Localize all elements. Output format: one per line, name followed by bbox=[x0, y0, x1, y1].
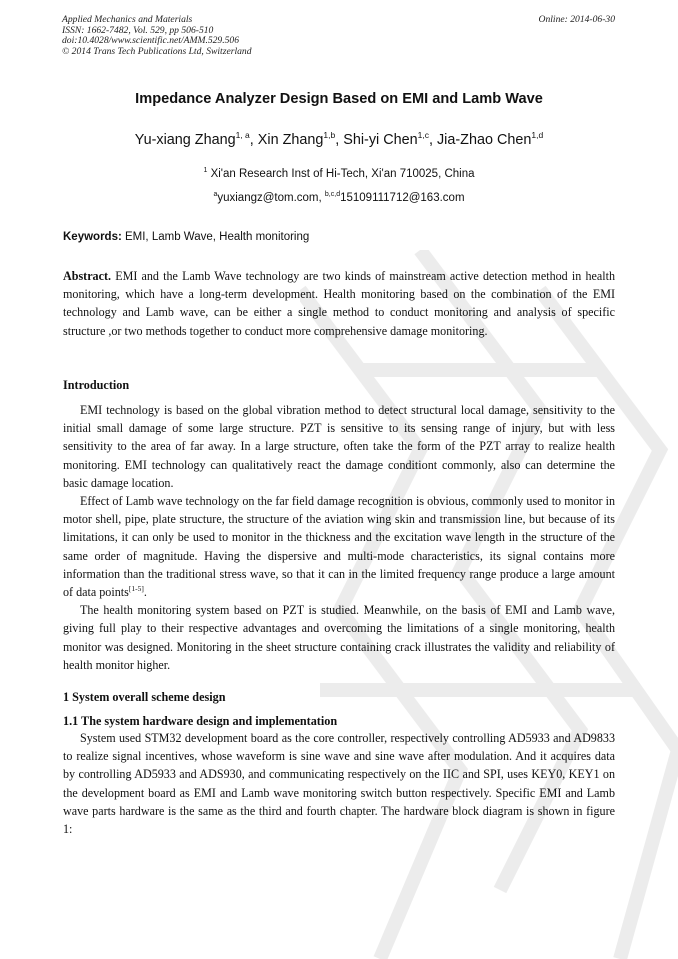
subsection-heading-hardware: 1.1 The system hardware design and implementation bbox=[63, 714, 338, 728]
paragraph: EMI technology is based on the global vibration method to detect structural local damage, sensitivity to the initial small damage of some large structure. PZT is sensitive to its sensing range of injury, but with less sensitivity to the area of far away. In a large structure, often take the form of the PZT array to realize health monitoring. EMI technology can qualitatively react the damage conditiont commonly, also can determine the basic damage location. bbox=[63, 403, 615, 490]
author-affiliation-mark: 1,c bbox=[417, 130, 429, 140]
journal-name: Applied Mechanics and Materials bbox=[62, 14, 193, 25]
journal-header bbox=[62, 15, 252, 57]
paragraph: The health monitoring system based on PZT is studied. Meanwhile, on the basis of EMI and Lamb wave, giving full play to their respective advantages and overcoming the limitations of a single monitoring, health monitor was designed. Monitoring in the sheet structure containing crack illustrates the validity and reliability of health monitor higher. bbox=[63, 603, 615, 672]
paragraph: System used STM32 development board as the core controller, respectively controlling AD5933 and AD9833 to realize signal incentives, whose waveform is sine wave and sine wave after modulation. And it acquires data by controlling AD5933 and ADS930, and communicating respectively on the IIC and SPI, uses KEY0, KEY1 on the development board as EMI and Lamb wave monitoring switch button respectively. Specific EMI and Lamb wave parts hardware is the same as the third and fourth chapter. The hardware block diagram is shown in figure 1: bbox=[63, 731, 615, 837]
email-mark: a bbox=[213, 191, 218, 198]
author-separator: , bbox=[249, 132, 258, 148]
affiliation-mark: 1 bbox=[203, 167, 208, 174]
email-link[interactable]: yuxiangz@tom.com, bbox=[217, 192, 325, 204]
author-affiliation-mark: 1, a bbox=[235, 130, 250, 140]
author-separator: , bbox=[428, 132, 437, 148]
author-affiliation-mark: 1,d bbox=[531, 130, 544, 140]
author-list bbox=[0, 130, 678, 148]
author-emails bbox=[0, 191, 678, 204]
author-affiliation-mark: 1,b bbox=[323, 130, 336, 140]
online-date: Online: 2014-06-30 bbox=[538, 14, 615, 25]
keywords-text: EMI, Lamb Wave, Health monitoring bbox=[121, 231, 310, 243]
copyright-line: © 2014 Trans Tech Publications Ltd, Switzerland bbox=[62, 45, 252, 57]
author-name: Shi-yi Chen bbox=[343, 132, 418, 148]
author-name: Jia-Zhao Chen bbox=[436, 132, 532, 148]
abstract-label: Abstract. bbox=[63, 269, 112, 283]
abstract-text: EMI and the Lamb Wave technology are two kinds of mainstream active detection method in health monitoring, which have a long-term development. Health monitoring based on the combination of the EMI technology and Lamb wave, can be either a single method to conduct monitoring and analysis of specific structure ,or two methods together to conduct more comprehensive damage monitoring. bbox=[63, 269, 615, 338]
affiliation-text: Xi'an Research Inst of Hi-Tech, Xi'an 710025, China bbox=[210, 168, 475, 180]
author-separator: , bbox=[335, 132, 344, 148]
paragraph-text: Effect of Lamb wave technology on the far field damage recognition is obvious, commonly used to monitor in motor shell, pipe, plate structure, the structure of the aviation wing skin and transmission line, but because of its limitations, it can only be used to monitor in the thickness and the excitation wave length in the structure of the same order of magnitude. Having the dispersive and multi-mode characteristics, its signal contains more information than the traditional stress wave, so that it can in the limited frequency range produce a large amount of data points bbox=[63, 494, 615, 600]
email-mark: b,c,d bbox=[324, 191, 341, 198]
introduction-body bbox=[63, 401, 615, 674]
paragraph bbox=[63, 492, 615, 601]
author-name: Xin Zhang bbox=[257, 132, 324, 148]
email-link[interactable]: 15109111712@163.com bbox=[340, 192, 465, 204]
section-heading-system-design: 1 System overall scheme design bbox=[63, 690, 226, 704]
abstract bbox=[63, 267, 615, 340]
section-heading-introduction: Introduction bbox=[63, 378, 130, 392]
keywords bbox=[63, 231, 309, 243]
affiliation bbox=[0, 167, 678, 180]
citation: [1-5] bbox=[128, 584, 144, 594]
author-name: Yu-xiang Zhang bbox=[134, 132, 236, 148]
paragraph-end: . bbox=[143, 585, 147, 600]
section1-body bbox=[63, 729, 615, 838]
keywords-label: Keywords: bbox=[63, 231, 122, 243]
doi-line: doi:10.4028/www.scientific.net/AMM.529.506 bbox=[62, 35, 240, 47]
paper-title: Impedance Analyzer Design Based on EMI and Lamb Wave bbox=[135, 91, 543, 107]
issn-line: ISSN: 1662-7482, Vol. 529, pp 506-510 bbox=[62, 24, 214, 36]
